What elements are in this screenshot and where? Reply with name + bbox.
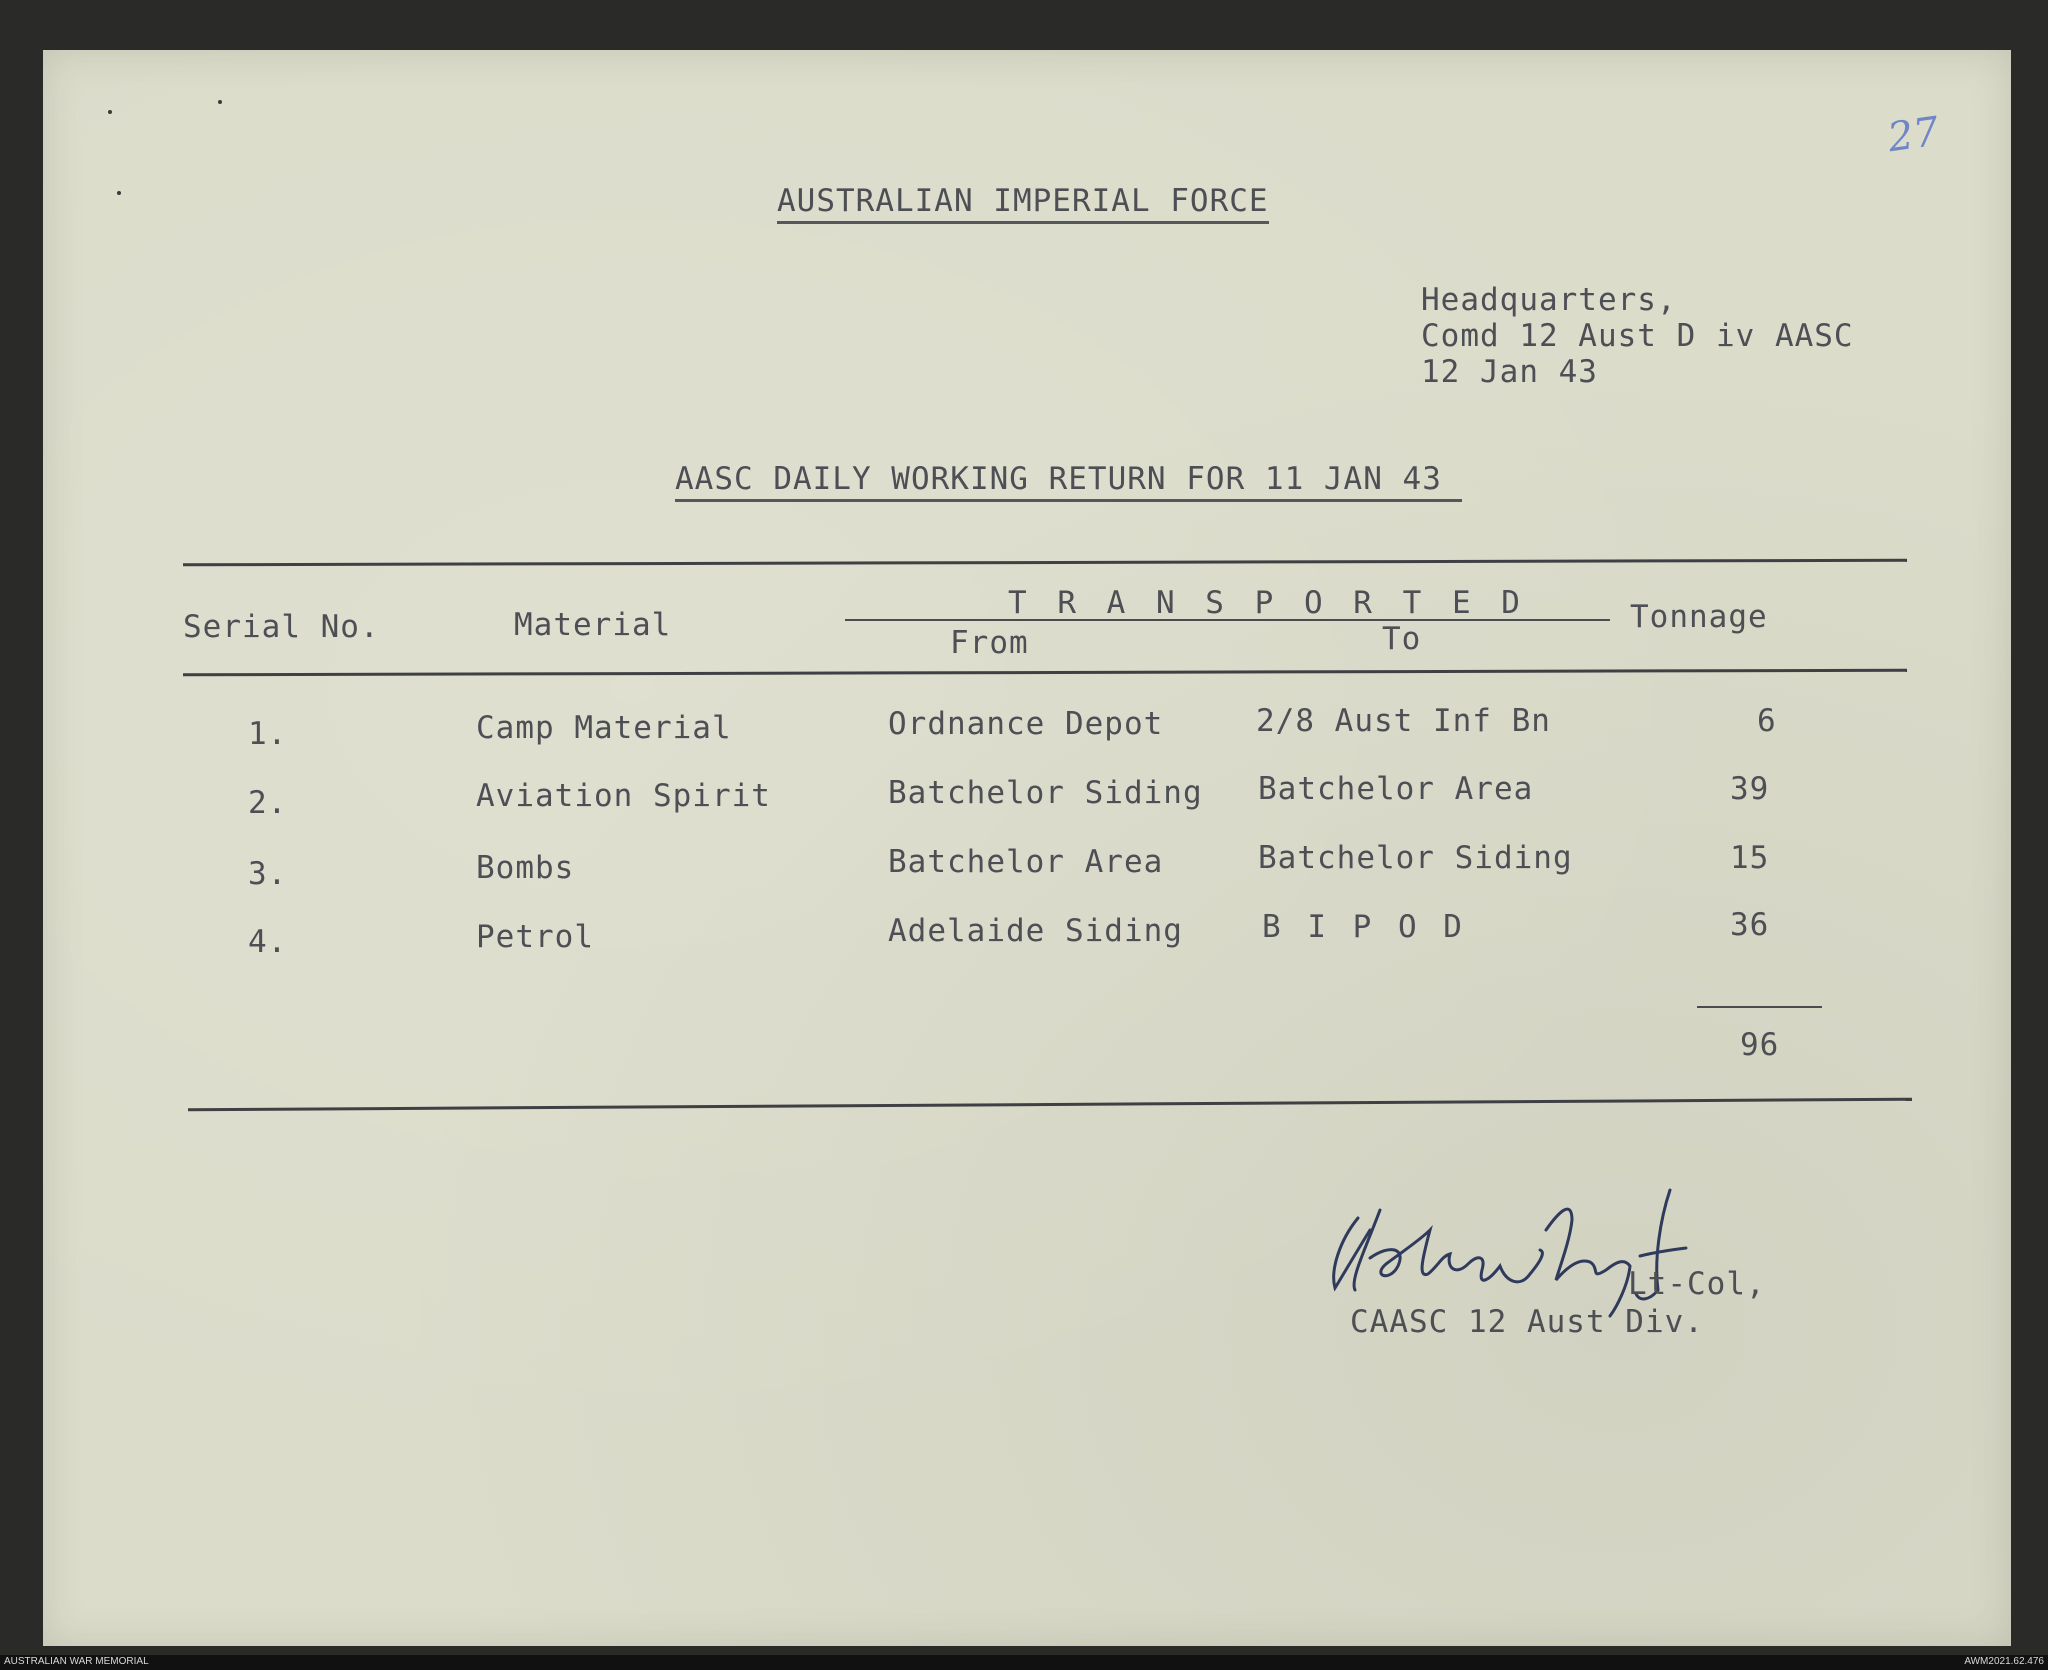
row-from: Batchelor Area bbox=[888, 844, 1164, 880]
header-serial: Serial No. bbox=[183, 609, 380, 645]
total-underline bbox=[1697, 1006, 1822, 1008]
row-tonnage: 39 bbox=[1730, 771, 1770, 807]
header-transported: T R A N S P O R T E D bbox=[1008, 585, 1526, 621]
row-serial: 2. bbox=[248, 785, 288, 821]
archive-reference: AWM2021.62.476 bbox=[1964, 1656, 2044, 1667]
row-tonnage: 36 bbox=[1730, 907, 1770, 943]
row-to: Batchelor Area bbox=[1258, 771, 1534, 807]
archive-footer bbox=[0, 1655, 2048, 1670]
paper-speck bbox=[117, 191, 121, 195]
signature-unit: CAASC 12 Aust Div. bbox=[1350, 1304, 1704, 1340]
page-number-handwritten: 27 bbox=[1885, 108, 1942, 162]
row-tonnage: 6 bbox=[1757, 703, 1777, 739]
row-from: Adelaide Siding bbox=[888, 913, 1183, 949]
row-serial: 1. bbox=[248, 716, 288, 752]
row-to: Batchelor Siding bbox=[1258, 840, 1573, 876]
document-heading: AUSTRALIAN IMPERIAL FORCE bbox=[777, 183, 1269, 224]
row-serial: 3. bbox=[248, 856, 288, 892]
row-to: B I P O D bbox=[1262, 909, 1466, 945]
row-material: Aviation Spirit bbox=[476, 778, 771, 814]
row-serial: 4. bbox=[248, 924, 288, 960]
row-from: Ordnance Depot bbox=[888, 706, 1164, 742]
signature-rank: Lt-Col, bbox=[1628, 1266, 1766, 1302]
paper-speck bbox=[108, 110, 112, 114]
paper-speck bbox=[218, 100, 222, 104]
header-to: To bbox=[1382, 621, 1422, 657]
header-from: From bbox=[950, 625, 1029, 661]
archive-name: AUSTRALIAN WAR MEMORIAL bbox=[4, 1656, 149, 1667]
row-material: Camp Material bbox=[476, 710, 732, 746]
tonnage-total: 96 bbox=[1740, 1027, 1780, 1063]
row-to: 2/8 Aust Inf Bn bbox=[1256, 703, 1551, 739]
row-tonnage: 15 bbox=[1730, 840, 1770, 876]
address-line-1: Headquarters, bbox=[1421, 282, 1677, 318]
row-material: Bombs bbox=[476, 850, 575, 886]
document-title: AASC DAILY WORKING RETURN FOR 11 JAN 43 bbox=[675, 461, 1462, 502]
address-line-2: Comd 12 Aust D iv AASC bbox=[1421, 318, 1854, 354]
header-tonnage: Tonnage bbox=[1630, 599, 1768, 635]
address-line-3: 12 Jan 43 bbox=[1421, 354, 1598, 390]
row-material: Petrol bbox=[476, 919, 594, 955]
row-from: Batchelor Siding bbox=[888, 775, 1203, 811]
header-material: Material bbox=[514, 607, 672, 643]
transported-underline bbox=[845, 619, 1610, 621]
